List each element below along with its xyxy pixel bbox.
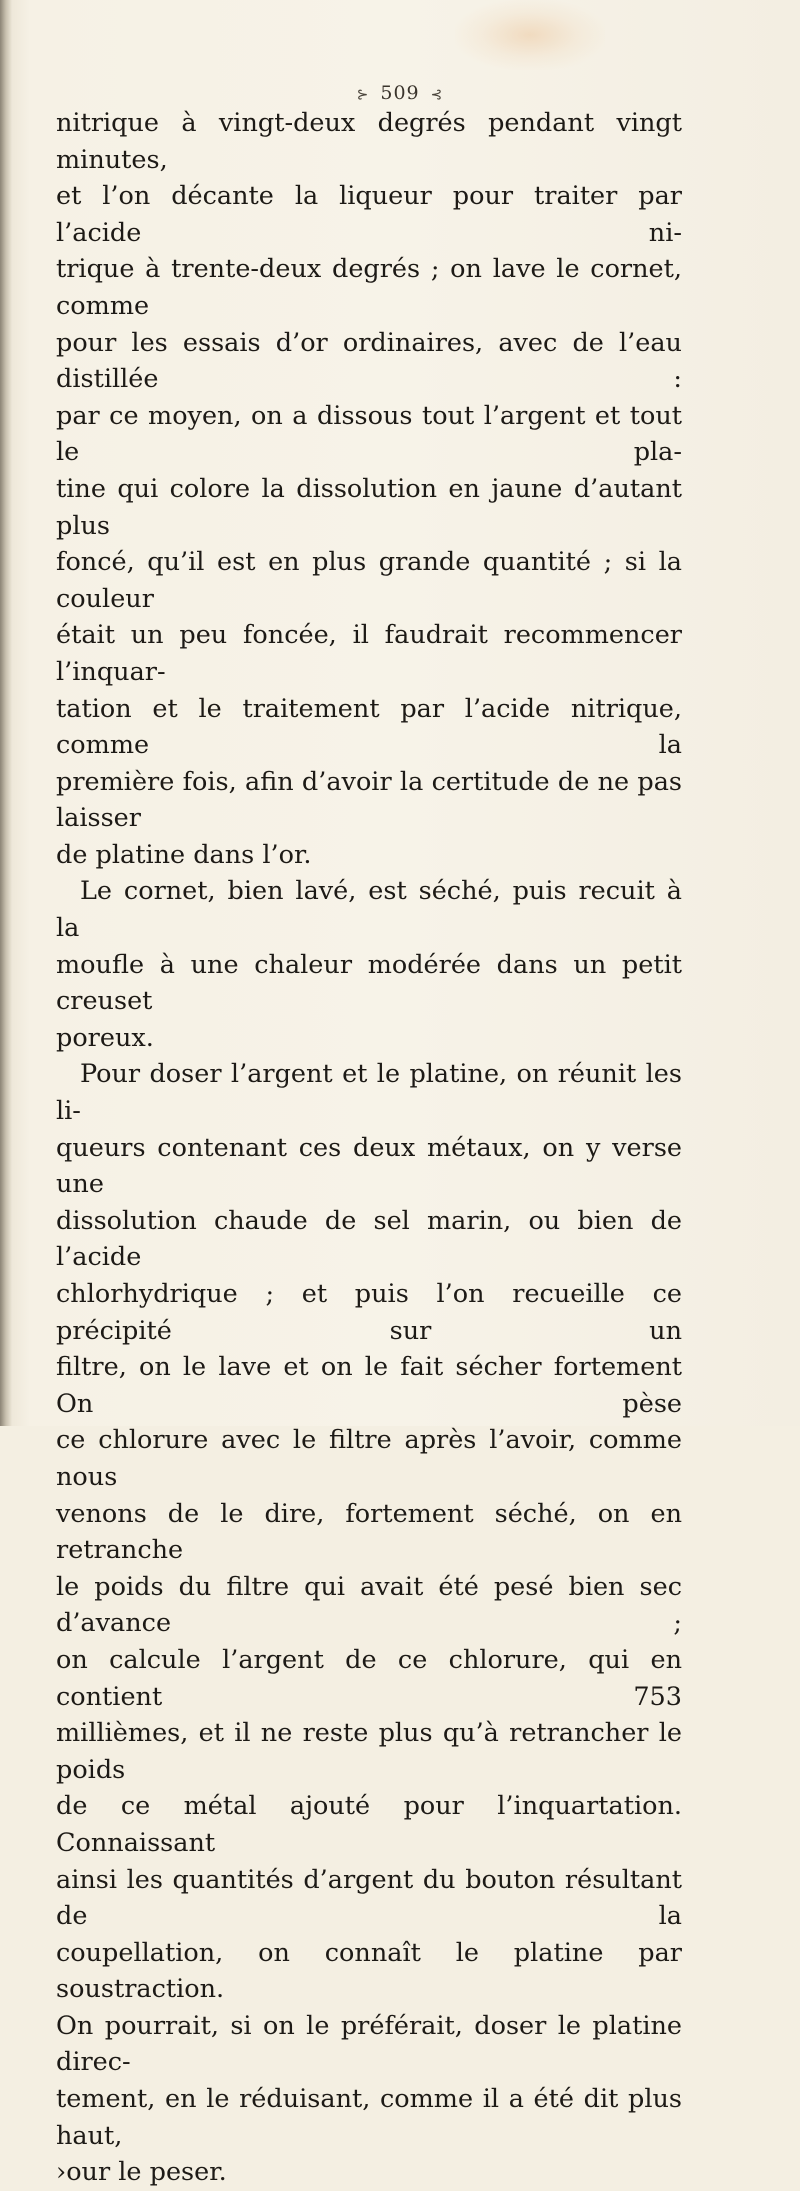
- text-line: était un peu foncée, il faudrait recommencer l’inquar-: [56, 620, 682, 687]
- text-line: tation et le traitement par l’acide nitrique, comme la: [56, 693, 682, 761]
- paragraph-1: [56, 105, 682, 873]
- text-line: de platine dans l’or.: [56, 839, 312, 870]
- ornament-right-icon: ⊰: [430, 87, 444, 103]
- text-line: ainsi les quantités d’argent du bouton résultant de la: [56, 1864, 682, 1932]
- text-line: pour les essais d’or ordinaires, avec de l’eau distillée :: [56, 327, 682, 395]
- text-line: ce chlorure avec le filtre après l’avoir, comme nous: [56, 1425, 682, 1492]
- body-text: [56, 105, 682, 2191]
- text-line: nitrique à vingt-deux degrés pendant vingt minutes,: [56, 108, 682, 175]
- paper-stain: [455, 0, 605, 70]
- text-line: chlorhydrique ; et puis l’on recueille ce précipité sur un: [56, 1279, 682, 1346]
- text-line: tine qui colore la dissolution en jaune d’autant plus: [56, 473, 682, 541]
- text-line: par ce moyen, on a dissous tout l’argent et tout le pla-: [56, 400, 682, 468]
- ornament-left-icon: ⊱: [356, 87, 370, 103]
- text-line: de ce métal ajouté pour l’inquartation. Connaissant: [56, 1791, 682, 1858]
- text-line: et l’on décante la liqueur pour traiter par l’acide ni-: [56, 181, 682, 248]
- paragraph-2: [56, 873, 682, 1056]
- text-line: tement, en le réduisant, comme il a été dit plus haut,: [56, 2084, 682, 2151]
- text-line: On pourrait, si on le préférait, doser le platine direc-: [56, 2010, 682, 2078]
- text-line: poreux.: [56, 1022, 154, 1053]
- text-line: queurs contenant ces deux métaux, on y verse une: [56, 1132, 682, 1200]
- text-line: on calcule l’argent de ce chlorure, qui en contient 753: [56, 1644, 682, 1712]
- text-line: moufle à une chaleur modérée dans un petit creuset: [56, 949, 682, 1017]
- text-line: ›our le peser.: [56, 2157, 227, 2188]
- text-line: le poids du filtre qui avait été pesé bien sec d’avance ;: [56, 1571, 682, 1639]
- text-line: venons de le dire, fortement séché, on en retranche: [56, 1498, 682, 1566]
- text-line: filtre, on le lave et on le fait sécher fortement On pèse: [56, 1352, 682, 1419]
- paragraph-3: [56, 1056, 682, 2190]
- text-line: Pour doser l’argent et le platine, on réunit les li-: [56, 1059, 682, 1127]
- page-binding-edge: [0, 0, 12, 1426]
- page-number: 509: [380, 82, 420, 104]
- text-line: millièmes, et il ne reste plus qu’à retrancher le poids: [56, 1718, 682, 1785]
- text-line: foncé, qu’il est en plus grande quantité ; si la couleur: [56, 547, 682, 614]
- text-line: trique à trente-deux degrés ; on lave le cornet, comme: [56, 254, 682, 321]
- text-line: première fois, afin d’avoir la certitude de ne pas laisser: [56, 766, 682, 834]
- text-line: dissolution chaude de sel marin, ou bien de l’acide: [56, 1205, 682, 1273]
- text-line: Le cornet, bien lavé, est séché, puis recuit à la: [56, 876, 682, 944]
- text-line: coupellation, on connaît le platine par soustraction.: [56, 1937, 682, 2005]
- page-header: [0, 82, 800, 104]
